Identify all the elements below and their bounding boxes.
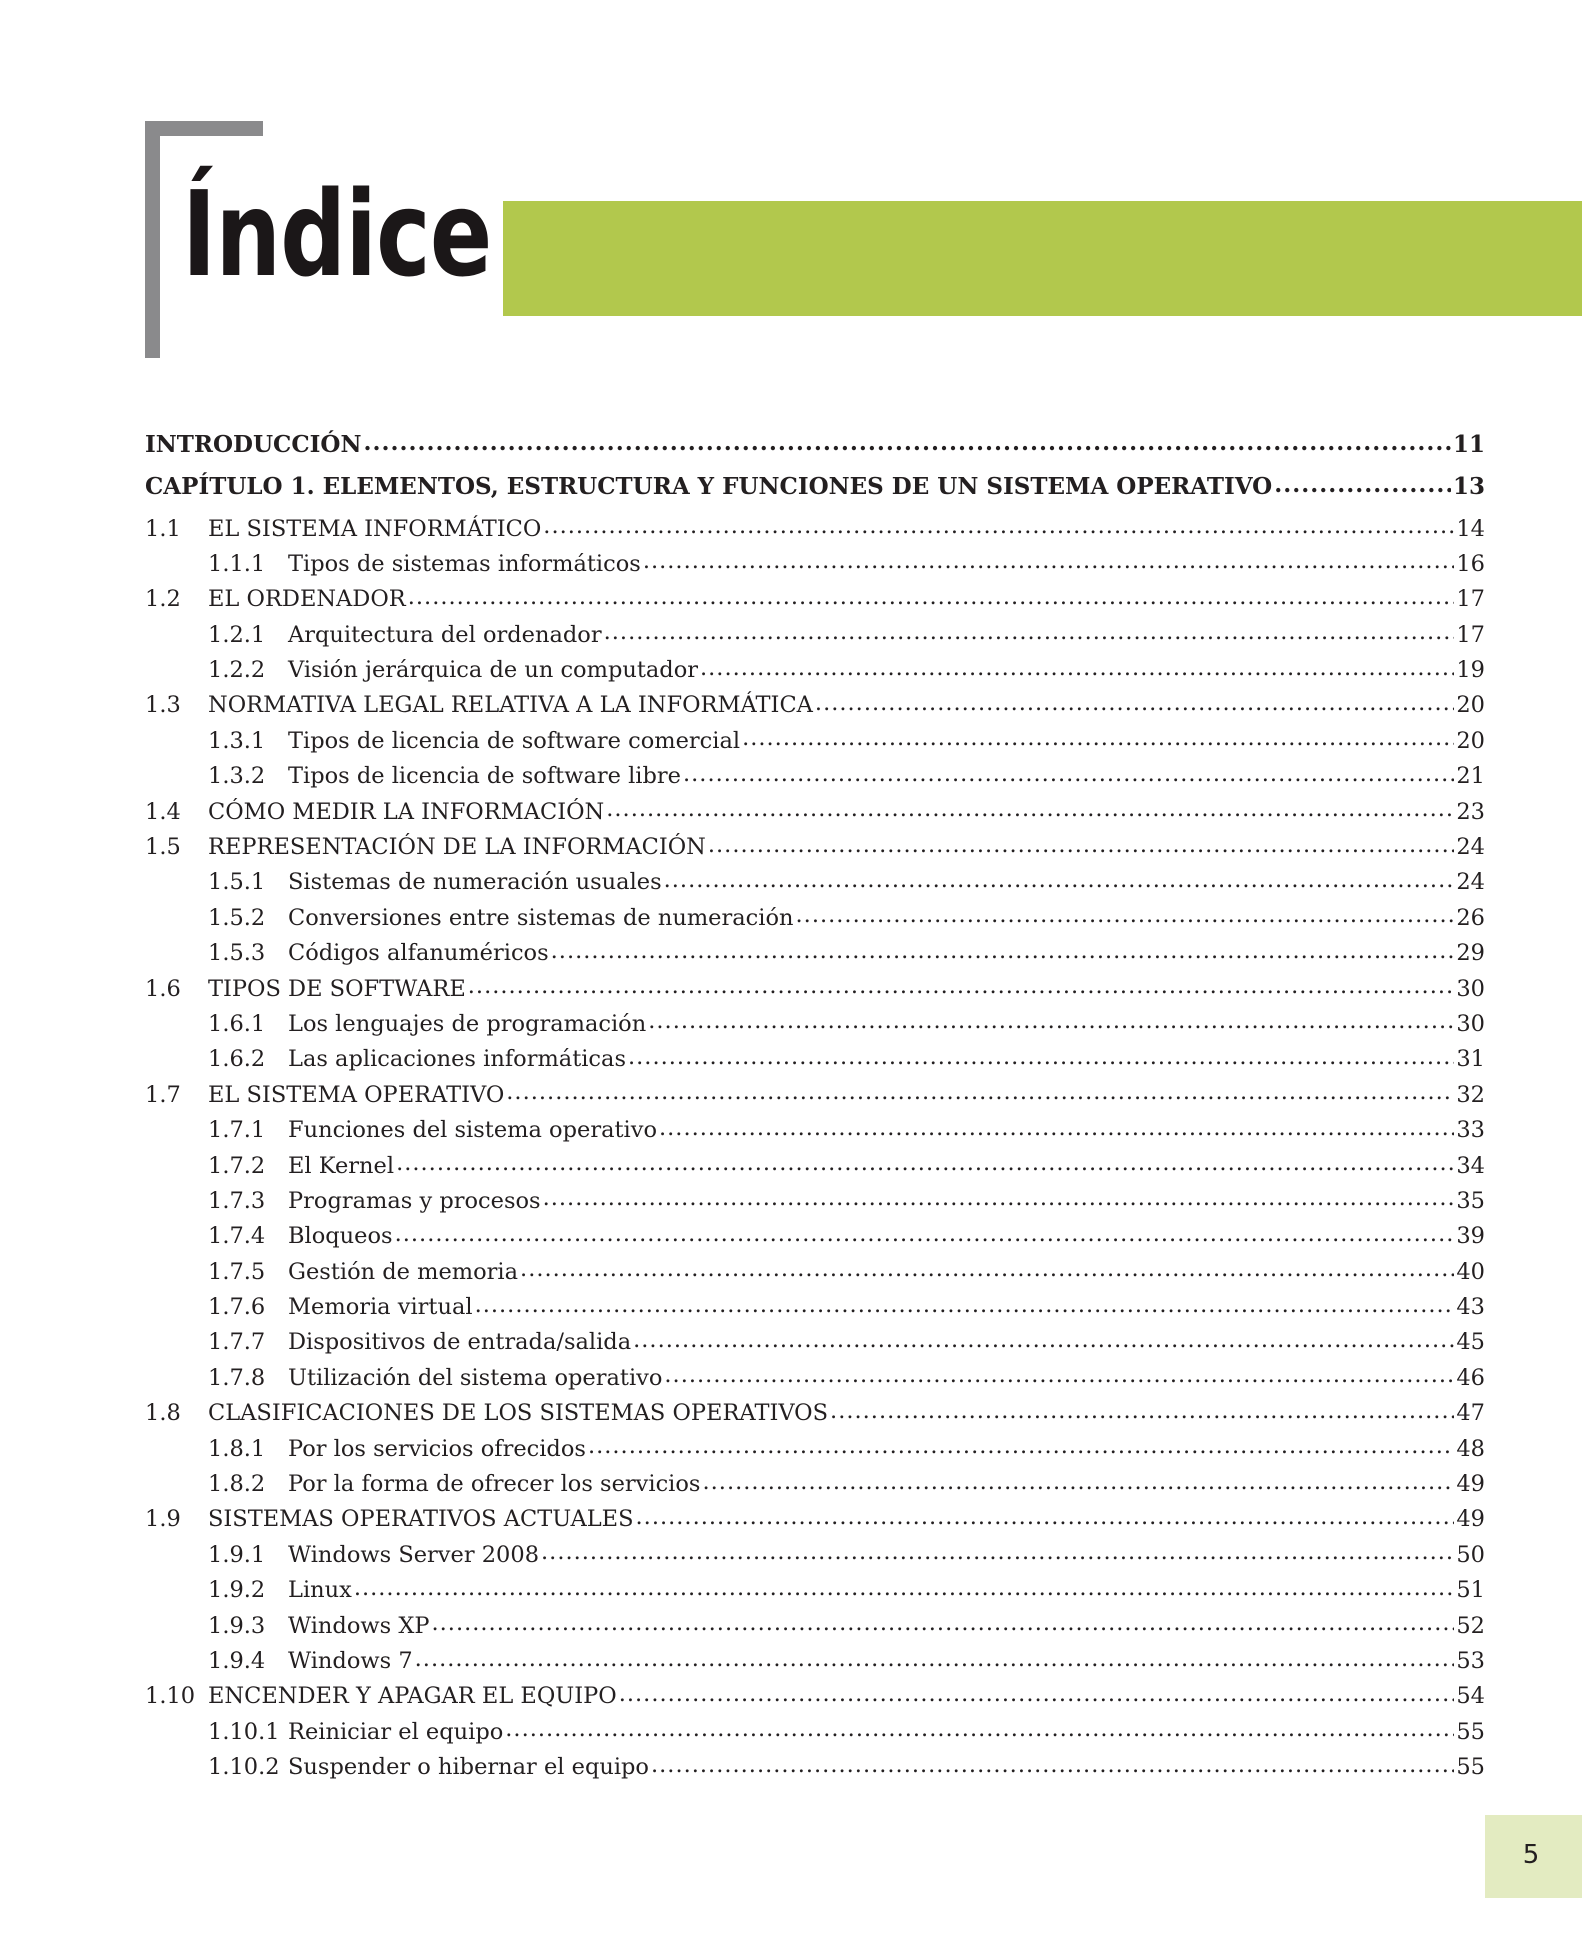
toc-entry-page: 30 xyxy=(1456,975,1485,1002)
toc-entry xyxy=(145,1504,1485,1539)
toc-entry-title: Windows XP xyxy=(288,1612,430,1639)
toc-entry-number: 1.9.3 xyxy=(208,1612,266,1639)
toc-entry-title: INTRODUCCIÓN xyxy=(145,431,362,458)
toc-dot-leader xyxy=(543,1185,1455,1208)
toc-entry-number: 1.3.1 xyxy=(208,727,266,754)
toc-entry-title: Tipos de sistemas informáticos xyxy=(288,550,641,577)
toc-entry-page: 19 xyxy=(1456,657,1485,684)
toc-entry-title: REPRESENTACIÓN DE LA INFORMACIÓN xyxy=(208,834,706,861)
toc-entry xyxy=(145,1575,1485,1610)
toc-entry-number: 1.9 xyxy=(145,1506,181,1533)
toc-entry-title: Programas y procesos xyxy=(288,1187,541,1214)
toc-entry xyxy=(145,1469,1485,1504)
title-bracket-vertical xyxy=(145,121,160,358)
toc-entry-number: 1.7 xyxy=(145,1081,181,1108)
toc-entry xyxy=(145,1610,1485,1645)
toc-entry-number: 1.7.5 xyxy=(208,1258,266,1285)
toc-entry-number: 1.10.2 xyxy=(208,1754,280,1781)
toc-entry-title: TIPOS DE SOFTWARE xyxy=(208,975,466,1002)
toc-entry-page: 11 xyxy=(1452,431,1485,458)
title-bracket-top xyxy=(145,121,263,136)
toc-entry-title: Por los servicios ofrecidos xyxy=(288,1435,586,1462)
toc-entry-page: 49 xyxy=(1456,1506,1485,1533)
toc-entry-number: 1.6 xyxy=(145,975,181,1002)
toc-dot-leader xyxy=(408,584,1455,607)
toc-entry xyxy=(145,832,1485,867)
toc-entry xyxy=(145,1539,1485,1574)
toc-entry xyxy=(145,1398,1485,1433)
toc-entry-page: 33 xyxy=(1456,1117,1485,1144)
toc-entry-number: 1.7.1 xyxy=(208,1117,266,1144)
toc-entry xyxy=(145,1079,1485,1114)
toc-entry xyxy=(145,584,1485,619)
toc-entry xyxy=(145,655,1485,690)
toc-entry-title: CLASIFICACIONES DE LOS SISTEMAS OPERATIVOS xyxy=(208,1400,829,1427)
toc-dot-leader xyxy=(604,619,1455,642)
toc-dot-leader xyxy=(742,725,1454,748)
toc-dot-leader xyxy=(588,1433,1454,1456)
toc-entry-number: 1.6.1 xyxy=(208,1010,266,1037)
toc-entry-title: Arquitectura del ordenador xyxy=(288,621,602,648)
toc-entry-title: Reiniciar el equipo xyxy=(288,1718,504,1745)
toc-entry-title: EL ORDENADOR xyxy=(208,586,406,613)
toc-dot-leader xyxy=(396,1150,1454,1173)
toc-entry-title: Bloqueos xyxy=(288,1223,393,1250)
toc-entry xyxy=(145,902,1485,937)
toc-entry-page: 32 xyxy=(1456,1081,1485,1108)
toc-entry xyxy=(145,1115,1485,1150)
toc-entry-number: 1.8.1 xyxy=(208,1435,266,1462)
toc-dot-leader xyxy=(664,1362,1454,1385)
toc-entry xyxy=(145,938,1485,973)
toc-entry-page: 50 xyxy=(1456,1541,1485,1568)
toc-entry-page: 30 xyxy=(1456,1010,1485,1037)
toc-entry xyxy=(145,1752,1485,1787)
toc-entry-page: 49 xyxy=(1456,1471,1485,1498)
toc-entry xyxy=(145,761,1485,796)
toc-dot-leader xyxy=(395,1221,1455,1244)
toc-dot-leader xyxy=(659,1115,1454,1138)
toc-entry-number: 1.5.3 xyxy=(208,940,266,967)
toc-entry-page: 31 xyxy=(1456,1046,1485,1073)
toc-entry-number: 1.3 xyxy=(145,692,181,719)
toc-entry-number: 1.1 xyxy=(145,515,181,542)
toc-entry-title: NORMATIVA LEGAL RELATIVA A LA INFORMÁTICA xyxy=(208,692,813,719)
toc-entry-number: 1.5.1 xyxy=(208,869,266,896)
toc-entry-number: 1.7.2 xyxy=(208,1152,266,1179)
toc-entry-title: ENCENDER Y APAGAR EL EQUIPO xyxy=(208,1683,617,1710)
toc-entry-number: 1.7.8 xyxy=(208,1364,266,1391)
page-number-tab xyxy=(1485,1815,1582,1898)
toc-entry-number: 1.5 xyxy=(145,834,181,861)
toc-entry-number: 1.7.6 xyxy=(208,1294,266,1321)
toc-entry-number: 1.8.2 xyxy=(208,1471,266,1498)
toc-entry-title: Tipos de licencia de software libre xyxy=(288,763,681,790)
toc-entry xyxy=(145,1681,1485,1716)
toc-entry-page: 43 xyxy=(1456,1294,1485,1321)
toc-dot-leader xyxy=(830,1398,1454,1421)
toc-entry xyxy=(145,548,1485,583)
toc-entry-number: 1.3.2 xyxy=(208,763,266,790)
toc-dot-leader xyxy=(543,513,1454,536)
toc-entry xyxy=(145,796,1485,831)
toc-entry-page: 20 xyxy=(1456,727,1485,754)
toc-entry-number: 1.7.4 xyxy=(208,1223,266,1250)
toc-dot-leader xyxy=(363,429,1451,452)
toc-entry-title: EL SISTEMA INFORMÁTICO xyxy=(208,515,542,542)
toc-dot-leader xyxy=(664,867,1455,890)
toc-dot-leader xyxy=(475,1292,1455,1315)
toc-entry-title: Memoria virtual xyxy=(288,1294,473,1321)
toc-dot-leader xyxy=(796,902,1455,925)
toc-entry xyxy=(145,1221,1485,1256)
toc-entry xyxy=(145,1256,1485,1291)
toc-entry-page: 13 xyxy=(1452,473,1485,500)
toc-entry-page: 55 xyxy=(1456,1718,1485,1745)
toc-entry-title: Utilización del sistema operativo xyxy=(288,1364,663,1391)
toc-dot-leader xyxy=(505,1716,1454,1739)
toc-entry-page: 53 xyxy=(1456,1648,1485,1674)
toc-entry-number: 1.10.1 xyxy=(208,1718,280,1745)
page-title: Índice xyxy=(182,165,492,303)
toc-dot-leader xyxy=(354,1575,1455,1598)
toc-entry-page: 24 xyxy=(1456,869,1485,896)
toc-entry-page: 14 xyxy=(1456,515,1485,542)
toc-entry xyxy=(145,973,1485,1008)
toc-entry-title: El Kernel xyxy=(288,1152,395,1179)
toc-entry-number: 1.10 xyxy=(145,1683,196,1710)
toc-dot-leader xyxy=(520,1256,1454,1279)
toc-entry xyxy=(145,867,1485,902)
toc-dot-leader xyxy=(468,973,1455,996)
toc-entry-number: 1.9.1 xyxy=(208,1541,266,1568)
toc-entry-page: 35 xyxy=(1456,1187,1485,1214)
toc-entry-page: 16 xyxy=(1456,550,1485,577)
toc-entry xyxy=(145,1185,1485,1220)
toc-entry-page: 47 xyxy=(1456,1400,1485,1427)
toc-dot-leader xyxy=(1274,471,1451,494)
toc-entry-page: 17 xyxy=(1456,621,1485,648)
toc-entry-number: 1.9.4 xyxy=(208,1648,266,1674)
toc-entry-title: CÓMO MEDIR LA INFORMACIÓN xyxy=(208,798,605,825)
toc-entry xyxy=(145,725,1485,760)
toc-entry-page: 17 xyxy=(1456,586,1485,613)
toc-dot-leader xyxy=(415,1646,1455,1669)
toc-entry-number: 1.7.7 xyxy=(208,1329,266,1356)
toc-entry xyxy=(145,471,1485,513)
toc-entry-title: Las aplicaciones informáticas xyxy=(288,1046,626,1073)
toc-dot-leader xyxy=(633,1327,1454,1350)
toc-entry-number: 1.8 xyxy=(145,1400,181,1427)
toc-entry-number: 1.1.1 xyxy=(208,550,266,577)
toc-entry-number: 1.2.2 xyxy=(208,657,266,684)
toc-entry xyxy=(145,429,1485,471)
toc-entry-title: Suspender o hibernar el equipo xyxy=(288,1754,649,1781)
toc-entry xyxy=(145,1716,1485,1751)
toc-entry-page: 21 xyxy=(1456,763,1485,790)
toc-entry-number: 1.5.2 xyxy=(208,904,266,931)
toc-entry-number: 1.2 xyxy=(145,586,181,613)
toc-entry-number: 1.7.3 xyxy=(208,1187,266,1214)
toc-entry-page: 39 xyxy=(1456,1223,1485,1250)
toc-entry-page: 46 xyxy=(1456,1364,1485,1391)
toc-entry xyxy=(145,1008,1485,1043)
toc-dot-leader xyxy=(636,1504,1455,1527)
toc-entry xyxy=(145,690,1485,725)
toc-entry-page: 26 xyxy=(1456,904,1485,931)
toc-entry xyxy=(145,513,1485,548)
toc-entry-title: Gestión de memoria xyxy=(288,1258,519,1285)
toc-dot-leader xyxy=(708,832,1454,855)
toc-dot-leader xyxy=(815,690,1454,713)
toc-entry xyxy=(145,1044,1485,1079)
toc-dot-leader xyxy=(651,1752,1454,1775)
toc-entry-title: EL SISTEMA OPERATIVO xyxy=(208,1081,505,1108)
toc-dot-leader xyxy=(431,1610,1454,1633)
toc-entry-title: Los lenguajes de programación xyxy=(288,1010,647,1037)
toc-dot-leader xyxy=(551,938,1455,961)
toc-entry-number: 1.9.2 xyxy=(208,1577,266,1604)
toc-dot-leader xyxy=(683,761,1454,784)
toc-entry-title: Tipos de licencia de software comercial xyxy=(288,727,741,754)
toc-entry-number: 1.2.1 xyxy=(208,621,266,648)
toc-entry xyxy=(145,1292,1485,1327)
toc-dot-leader xyxy=(702,1469,1454,1492)
toc-entry xyxy=(145,1362,1485,1397)
toc-entry-page: 55 xyxy=(1456,1754,1485,1781)
toc-entry-number: 1.6.2 xyxy=(208,1046,266,1073)
toc-entry-page: 24 xyxy=(1456,834,1485,861)
toc-entry-title: Linux xyxy=(288,1577,352,1604)
toc-entry-number: 1.4 xyxy=(145,798,181,825)
toc-dot-leader xyxy=(619,1681,1455,1704)
table-of-contents xyxy=(145,429,1485,1787)
toc-dot-leader xyxy=(541,1539,1454,1562)
toc-entry-title: Funciones del sistema operativo xyxy=(288,1117,657,1144)
toc-entry-title: CAPÍTULO 1. ELEMENTOS, ESTRUCTURA Y FUNCIONES DE UN SISTEMA OPERATIVO xyxy=(145,473,1273,500)
toc-dot-leader xyxy=(643,548,1455,571)
toc-dot-leader xyxy=(648,1008,1454,1031)
toc-entry-title: SISTEMAS OPERATIVOS ACTUALES xyxy=(208,1506,634,1533)
toc-entry-title: Windows Server 2008 xyxy=(288,1541,540,1568)
toc-entry-page: 52 xyxy=(1456,1612,1485,1639)
toc-entry-title: Conversiones entre sistemas de numeración xyxy=(288,904,794,931)
toc-entry xyxy=(145,1646,1485,1681)
toc-entry xyxy=(145,1150,1485,1185)
toc-entry-title: Visión jerárquica de un computador xyxy=(288,657,698,684)
toc-dot-leader xyxy=(628,1044,1454,1067)
page-number: 5 xyxy=(1522,1840,1540,1870)
toc-entry xyxy=(145,1433,1485,1468)
toc-entry-page: 51 xyxy=(1456,1577,1485,1604)
toc-entry-title: Sistemas de numeración usuales xyxy=(288,869,662,896)
toc-entry-title: Windows 7 xyxy=(288,1648,413,1674)
toc-entry xyxy=(145,1327,1485,1362)
toc-entry-title: Códigos alfanuméricos xyxy=(288,940,549,967)
toc-entry xyxy=(145,619,1485,654)
toc-entry-page: 20 xyxy=(1456,692,1485,719)
title-accent-band xyxy=(503,201,1582,316)
toc-entry-title: Por la forma de ofrecer los servicios xyxy=(288,1471,701,1498)
toc-entry-page: 45 xyxy=(1456,1329,1485,1356)
toc-dot-leader xyxy=(506,1079,1454,1102)
toc-dot-leader xyxy=(700,655,1454,678)
toc-entry-title: Dispositivos de entrada/salida xyxy=(288,1329,632,1356)
toc-dot-leader xyxy=(606,796,1454,819)
toc-entry-page: 23 xyxy=(1456,798,1485,825)
toc-entry-page: 54 xyxy=(1456,1683,1485,1710)
toc-entry-page: 40 xyxy=(1456,1258,1485,1285)
toc-entry-page: 48 xyxy=(1456,1435,1485,1462)
toc-entry-page: 34 xyxy=(1456,1152,1485,1179)
toc-entry-page: 29 xyxy=(1456,940,1485,967)
